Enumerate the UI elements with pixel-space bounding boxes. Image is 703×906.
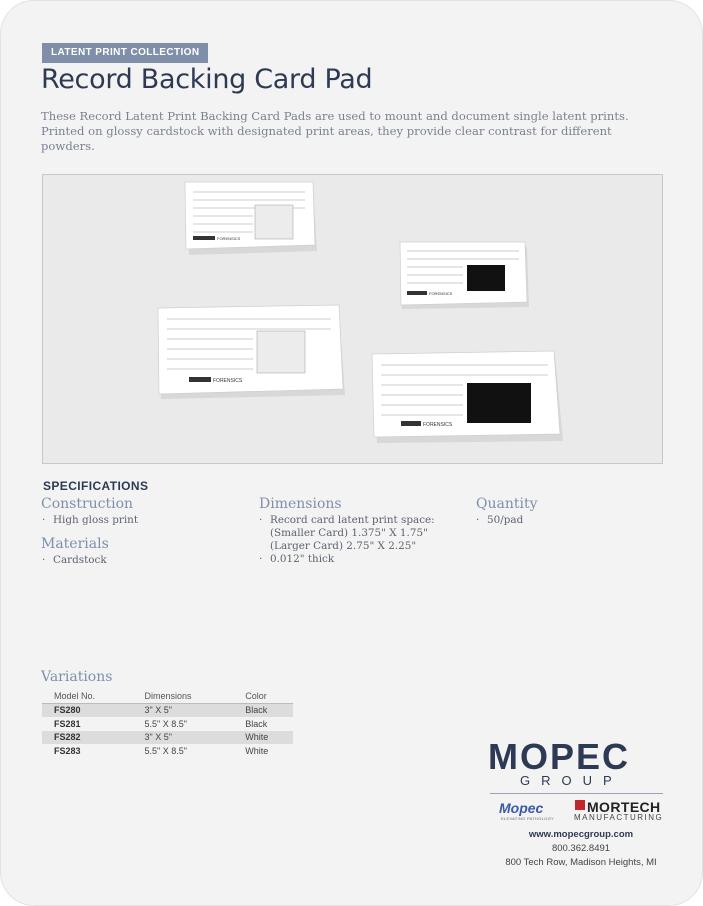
page-title: Record Backing Card Pad	[41, 64, 373, 95]
mopec-logo: MOPEC	[488, 736, 631, 777]
footer-divider	[490, 793, 663, 794]
dimensions-list	[259, 514, 435, 566]
mopec-brand-tagline: ELEVATING PATHOLOGY	[501, 816, 554, 821]
variations-heading: Variations	[41, 669, 113, 685]
color-cell: White	[233, 731, 293, 745]
materials-item: · Cardstock	[42, 554, 107, 567]
specifications-heading: SPECIFICATIONS	[43, 479, 149, 493]
table-header-row	[42, 689, 293, 703]
dimensions-heading: Dimensions	[259, 496, 342, 512]
materials-heading: Materials	[41, 536, 109, 552]
phone-number: 800.362.8491	[551, 843, 611, 854]
column-header: Model No.	[42, 689, 133, 703]
table-row	[42, 717, 293, 731]
card-4-brand: FORENSICS	[423, 422, 453, 428]
card-pad-4	[372, 351, 563, 443]
card-1-brand: FORENSICS	[217, 236, 241, 241]
card-pad-1	[185, 182, 317, 255]
dimensions-cell: 3" X 5"	[133, 731, 234, 745]
column-header: Dimensions	[133, 689, 234, 703]
dimensions-cell: 3" X 5"	[133, 703, 234, 717]
color-cell: Black	[245, 718, 268, 729]
variations-table	[42, 689, 293, 758]
materials-list	[42, 554, 107, 567]
card-pads-illustration	[43, 175, 662, 463]
table-row	[42, 703, 293, 717]
construction-item: · High gloss print	[42, 514, 138, 527]
address: 800 Tech Row, Madison Heights, MI	[505, 857, 657, 868]
dimensions-item: (Larger Card) 2.75" X 2.25"	[270, 540, 417, 552]
quantity-list	[476, 514, 523, 527]
card-2-brand: FORENSICS	[429, 291, 453, 296]
dimensions-cell: 5.5" X 8.5"	[144, 745, 187, 756]
construction-heading: Construction	[41, 496, 134, 512]
model-cell: FS281	[54, 718, 81, 729]
table-row	[42, 744, 293, 758]
construction-list	[42, 514, 138, 527]
intro-paragraph: These Record Latent Print Backing Card Pads are used to mount and document single latent prints. Printed on glossy cardstock with designated print areas, they provide clear contrast for different powders.	[41, 109, 629, 153]
dimensions-item: · Record card latent print space:	[259, 514, 435, 527]
color-cell: White	[245, 745, 269, 756]
mopec-brand-logo: Mopec	[499, 800, 544, 816]
model-cell: FS283	[54, 745, 81, 756]
card-pad-2	[400, 242, 529, 309]
card-3-brand: FORENSICS	[213, 378, 243, 384]
mortech-brand-logo: MORTECH	[587, 799, 661, 815]
category-tag: LATENT PRINT COLLECTION	[42, 43, 208, 63]
dimensions-item: (Smaller Card) 1.375" X 1.75"	[270, 527, 428, 539]
dimensions-cell: 5.5" X 8.5"	[144, 718, 187, 729]
card-pad-3	[158, 305, 345, 399]
group-wordmark: GROUP	[520, 773, 623, 788]
mortech-brand-tagline: MANUFACTURING	[574, 813, 664, 822]
color-cell: Black	[233, 703, 293, 717]
table-row	[42, 731, 293, 745]
product-photo	[42, 174, 663, 464]
model-cell: FS280	[42, 703, 133, 717]
mortech-logo-icon	[575, 800, 585, 810]
model-cell: FS282	[42, 731, 133, 745]
quantity-item: · 50/pad	[476, 514, 523, 527]
column-header: Color	[233, 689, 293, 703]
quantity-heading: Quantity	[476, 496, 538, 512]
dimensions-item: · 0.012" thick	[259, 553, 435, 566]
website-link[interactable]: www.mopecgroup.com	[528, 829, 634, 840]
